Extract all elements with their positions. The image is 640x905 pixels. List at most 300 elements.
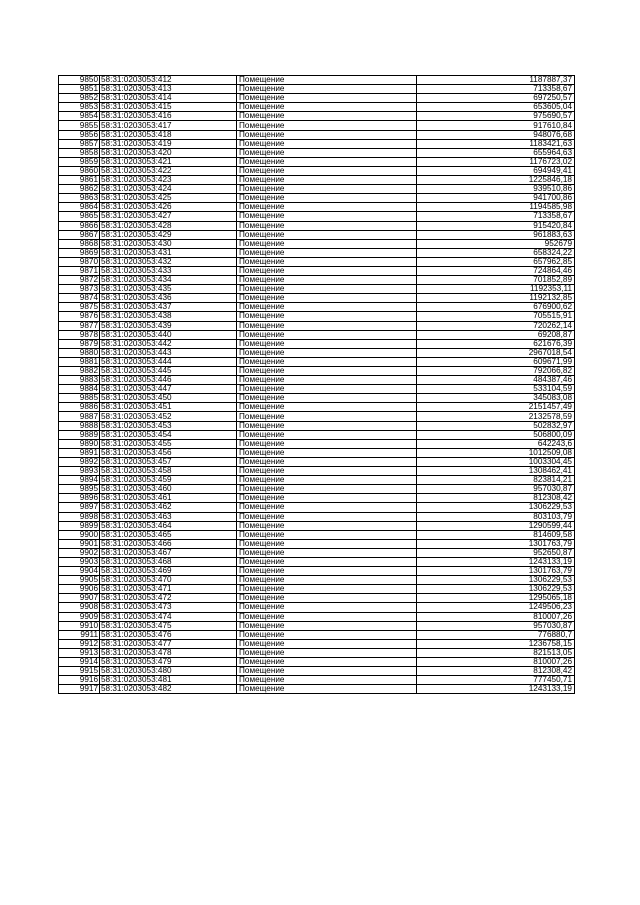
row-number-cell: 9850 [59,76,100,85]
cadastral-value-cell: 676900,62 [417,303,575,312]
object-type-cell: Помещение [237,594,417,603]
cadastral-value-cell: 814609,58 [417,530,575,539]
row-number-cell: 9868 [59,239,100,248]
object-type-cell: Помещение [237,576,417,585]
cadastral-number-cell: 58:31:0203053:445 [100,367,237,376]
object-type-cell: Помещение [237,412,417,421]
cadastral-value-cell: 705515,91 [417,312,575,321]
row-number-cell: 9899 [59,521,100,530]
cadastral-number-cell: 58:31:0203053:423 [100,176,237,185]
cadastral-number-cell: 58:31:0203053:456 [100,448,237,457]
cadastral-number-cell: 58:31:0203053:481 [100,676,237,685]
object-type-cell: Помещение [237,639,417,648]
cadastral-value-cell: 957030,87 [417,485,575,494]
cadastral-value-cell: 961883,63 [417,230,575,239]
cadastral-number-cell: 58:31:0203053:416 [100,112,237,121]
row-number-cell: 9860 [59,166,100,175]
table-row [59,548,575,557]
cadastral-value-cell: 1192353,11 [417,285,575,294]
row-number-cell: 9913 [59,648,100,657]
table-row [59,676,575,685]
object-type-cell: Помещение [237,467,417,476]
cadastral-value-cell: 1306229,53 [417,576,575,585]
cadastral-value-cell: 1243133,19 [417,685,575,694]
cadastral-value-cell: 655964,63 [417,148,575,157]
object-type-cell: Помещение [237,94,417,103]
cadastral-number-cell: 58:31:0203053:419 [100,139,237,148]
cadastral-value-cell: 812308,42 [417,494,575,503]
row-number-cell: 9890 [59,439,100,448]
object-type-cell: Помещение [237,539,417,548]
cadastral-number-cell: 58:31:0203053:412 [100,76,237,85]
cadastral-number-cell: 58:31:0203053:473 [100,603,237,612]
object-type-cell: Помещение [237,457,417,466]
cadastral-value-cell: 1183421,63 [417,139,575,148]
row-number-cell: 9873 [59,285,100,294]
table-row [59,367,575,376]
cadastral-number-cell: 58:31:0203053:467 [100,548,237,557]
cadastral-number-cell: 58:31:0203053:455 [100,439,237,448]
table-row [59,421,575,430]
object-type-cell: Помещение [237,421,417,430]
row-number-cell: 9864 [59,203,100,212]
table-row [59,448,575,457]
row-number-cell: 9853 [59,103,100,112]
row-number-cell: 9910 [59,621,100,630]
row-number-cell: 9895 [59,485,100,494]
table-row [59,121,575,130]
cadastral-value-cell: 713358,67 [417,85,575,94]
cadastral-number-cell: 58:31:0203053:450 [100,394,237,403]
table-row [59,603,575,612]
table-row [59,539,575,548]
object-type-cell: Помещение [237,230,417,239]
cadastral-value-cell: 1301763,79 [417,539,575,548]
cadastral-value-cell: 1192132,85 [417,294,575,303]
table-row [59,667,575,676]
cadastral-value-cell: 502832,97 [417,421,575,430]
row-number-cell: 9885 [59,394,100,403]
cadastral-number-cell: 58:31:0203053:417 [100,121,237,130]
cadastral-value-cell: 694949,41 [417,166,575,175]
table-row [59,157,575,166]
object-type-cell: Помещение [237,266,417,275]
cadastral-number-cell: 58:31:0203053:425 [100,194,237,203]
table-row [59,612,575,621]
cadastral-number-cell: 58:31:0203053:451 [100,403,237,412]
object-type-cell: Помещение [237,239,417,248]
object-type-cell: Помещение [237,658,417,667]
object-type-cell: Помещение [237,485,417,494]
cadastral-number-cell: 58:31:0203053:436 [100,294,237,303]
cadastral-value-cell: 642243,6 [417,439,575,448]
cadastral-value-cell: 720262,14 [417,321,575,330]
row-number-cell: 9851 [59,85,100,94]
object-type-cell: Помещение [237,367,417,376]
object-type-cell: Помещение [237,348,417,357]
table-row [59,339,575,348]
object-type-cell: Помещение [237,521,417,530]
object-type-cell: Помещение [237,148,417,157]
object-type-cell: Помещение [237,130,417,139]
table-row [59,221,575,230]
cadastral-number-cell: 58:31:0203053:477 [100,639,237,648]
cadastral-number-cell: 58:31:0203053:459 [100,476,237,485]
table-row [59,194,575,203]
table-row [59,530,575,539]
cadastral-number-cell: 58:31:0203053:440 [100,330,237,339]
cadastral-value-cell: 621676,39 [417,339,575,348]
cadastral-value-cell: 697250,57 [417,94,575,103]
cadastral-value-cell: 803103,79 [417,512,575,521]
table-row [59,567,575,576]
cadastral-value-cell: 948076,68 [417,130,575,139]
table-row [59,430,575,439]
cadastral-number-cell: 58:31:0203053:414 [100,94,237,103]
object-type-cell: Помещение [237,612,417,621]
cadastral-number-cell: 58:31:0203053:457 [100,457,237,466]
object-type-cell: Помещение [237,430,417,439]
row-number-cell: 9858 [59,148,100,157]
table-row [59,648,575,657]
table-row [59,294,575,303]
cadastral-value-cell: 823814,21 [417,476,575,485]
cadastral-number-cell: 58:31:0203053:476 [100,630,237,639]
row-number-cell: 9879 [59,339,100,348]
table-row [59,94,575,103]
cadastral-number-cell: 58:31:0203053:432 [100,257,237,266]
cadastral-value-cell: 484387,46 [417,376,575,385]
cadastral-value-cell: 724864,46 [417,266,575,275]
cadastral-number-cell: 58:31:0203053:482 [100,685,237,694]
table-row [59,285,575,294]
cadastral-number-cell: 58:31:0203053:418 [100,130,237,139]
row-number-cell: 9865 [59,212,100,221]
object-type-cell: Помещение [237,357,417,366]
row-number-cell: 9874 [59,294,100,303]
cadastral-number-cell: 58:31:0203053:438 [100,312,237,321]
object-type-cell: Помещение [237,476,417,485]
table-row [59,621,575,630]
row-number-cell: 9867 [59,230,100,239]
row-number-cell: 9915 [59,667,100,676]
cadastral-number-cell: 58:31:0203053:424 [100,185,237,194]
cadastral-number-cell: 58:31:0203053:458 [100,467,237,476]
table-row [59,85,575,94]
cadastral-value-cell: 812308,42 [417,667,575,676]
cadastral-number-cell: 58:31:0203053:453 [100,421,237,430]
cadastral-number-cell: 58:31:0203053:461 [100,494,237,503]
row-number-cell: 9862 [59,185,100,194]
table-row [59,494,575,503]
cadastral-number-cell: 58:31:0203053:434 [100,276,237,285]
cadastral-value-cell: 1308462,41 [417,467,575,476]
cadastral-value-cell: 658324,22 [417,248,575,257]
cadastral-value-cell: 713358,67 [417,212,575,221]
registry-table-body [59,76,575,694]
table-row [59,76,575,85]
cadastral-value-cell: 1187887,37 [417,76,575,85]
cadastral-number-cell: 58:31:0203053:454 [100,430,237,439]
cadastral-value-cell: 533104,59 [417,385,575,394]
row-number-cell: 9876 [59,312,100,321]
table-row [59,685,575,694]
object-type-cell: Помещение [237,139,417,148]
table-row [59,385,575,394]
object-type-cell: Помещение [237,394,417,403]
row-number-cell: 9891 [59,448,100,457]
object-type-cell: Помещение [237,603,417,612]
row-number-cell: 9870 [59,257,100,266]
table-row [59,303,575,312]
cadastral-number-cell: 58:31:0203053:428 [100,221,237,230]
table-row [59,630,575,639]
row-number-cell: 9869 [59,248,100,257]
object-type-cell: Помещение [237,621,417,630]
table-row [59,457,575,466]
table-row [59,312,575,321]
cadastral-number-cell: 58:31:0203053:413 [100,85,237,94]
table-row [59,412,575,421]
cadastral-number-cell: 58:31:0203053:470 [100,576,237,585]
cadastral-number-cell: 58:31:0203053:431 [100,248,237,257]
table-row [59,585,575,594]
object-type-cell: Помещение [237,166,417,175]
object-type-cell: Помещение [237,76,417,85]
object-type-cell: Помещение [237,257,417,266]
object-type-cell: Помещение [237,448,417,457]
cadastral-value-cell: 2132578,59 [417,412,575,421]
row-number-cell: 9912 [59,639,100,648]
row-number-cell: 9871 [59,266,100,275]
object-type-cell: Помещение [237,203,417,212]
cadastral-value-cell: 653605,04 [417,103,575,112]
registry-table [58,75,575,694]
object-type-cell: Помещение [237,667,417,676]
cadastral-value-cell: 975690,57 [417,112,575,121]
cadastral-value-cell: 917610,84 [417,121,575,130]
cadastral-value-cell: 1249506,23 [417,603,575,612]
object-type-cell: Помещение [237,330,417,339]
table-row [59,658,575,667]
row-number-cell: 9909 [59,612,100,621]
row-number-cell: 9904 [59,567,100,576]
cadastral-number-cell: 58:31:0203053:435 [100,285,237,294]
row-number-cell: 9887 [59,412,100,421]
row-number-cell: 9896 [59,494,100,503]
object-type-cell: Помещение [237,403,417,412]
cadastral-number-cell: 58:31:0203053:460 [100,485,237,494]
object-type-cell: Помещение [237,548,417,557]
table-row [59,148,575,157]
row-number-cell: 9914 [59,658,100,667]
cadastral-value-cell: 1194585,98 [417,203,575,212]
object-type-cell: Помещение [237,630,417,639]
object-type-cell: Помещение [237,176,417,185]
object-type-cell: Помещение [237,385,417,394]
cadastral-value-cell: 701852,89 [417,276,575,285]
object-type-cell: Помещение [237,494,417,503]
object-type-cell: Помещение [237,339,417,348]
table-row [59,330,575,339]
object-type-cell: Помещение [237,85,417,94]
object-type-cell: Помещение [237,157,417,166]
row-number-cell: 9906 [59,585,100,594]
row-number-cell: 9908 [59,603,100,612]
object-type-cell: Помещение [237,685,417,694]
cadastral-value-cell: 1176723,02 [417,157,575,166]
table-row [59,176,575,185]
table-row [59,248,575,257]
cadastral-number-cell: 58:31:0203053:469 [100,567,237,576]
cadastral-number-cell: 58:31:0203053:472 [100,594,237,603]
row-number-cell: 9898 [59,512,100,521]
cadastral-value-cell: 506800,09 [417,430,575,439]
table-row [59,257,575,266]
row-number-cell: 9878 [59,330,100,339]
cadastral-value-cell: 609671,99 [417,357,575,366]
cadastral-value-cell: 792066,82 [417,367,575,376]
cadastral-number-cell: 58:31:0203053:446 [100,376,237,385]
object-type-cell: Помещение [237,376,417,385]
row-number-cell: 9856 [59,130,100,139]
row-number-cell: 9875 [59,303,100,312]
cadastral-value-cell: 821513,05 [417,648,575,657]
table-row [59,503,575,512]
cadastral-value-cell: 1003304,45 [417,457,575,466]
row-number-cell: 9859 [59,157,100,166]
row-number-cell: 9889 [59,430,100,439]
row-number-cell: 9852 [59,94,100,103]
cadastral-number-cell: 58:31:0203053:466 [100,539,237,548]
cadastral-number-cell: 58:31:0203053:443 [100,348,237,357]
object-type-cell: Помещение [237,503,417,512]
object-type-cell: Помещение [237,194,417,203]
cadastral-number-cell: 58:31:0203053:480 [100,667,237,676]
object-type-cell: Помещение [237,103,417,112]
table-row [59,239,575,248]
cadastral-number-cell: 58:31:0203053:479 [100,658,237,667]
cadastral-number-cell: 58:31:0203053:421 [100,157,237,166]
cadastral-value-cell: 957030,87 [417,621,575,630]
cadastral-number-cell: 58:31:0203053:437 [100,303,237,312]
cadastral-value-cell: 69208,87 [417,330,575,339]
table-row [59,139,575,148]
object-type-cell: Помещение [237,585,417,594]
cadastral-value-cell: 1225846,18 [417,176,575,185]
row-number-cell: 9861 [59,176,100,185]
row-number-cell: 9882 [59,367,100,376]
table-row [59,639,575,648]
cadastral-value-cell: 1012509,08 [417,448,575,457]
row-number-cell: 9893 [59,467,100,476]
row-number-cell: 9902 [59,548,100,557]
cadastral-number-cell: 58:31:0203053:444 [100,357,237,366]
table-row [59,348,575,357]
object-type-cell: Помещение [237,112,417,121]
cadastral-value-cell: 345083,08 [417,394,575,403]
table-row [59,521,575,530]
row-number-cell: 9907 [59,594,100,603]
row-number-cell: 9877 [59,321,100,330]
table-row [59,576,575,585]
cadastral-number-cell: 58:31:0203053:452 [100,412,237,421]
cadastral-number-cell: 58:31:0203053:465 [100,530,237,539]
row-number-cell: 9916 [59,676,100,685]
cadastral-number-cell: 58:31:0203053:464 [100,521,237,530]
table-row [59,557,575,566]
object-type-cell: Помещение [237,294,417,303]
object-type-cell: Помещение [237,303,417,312]
table-row [59,230,575,239]
cadastral-value-cell: 952650,87 [417,548,575,557]
table-row [59,439,575,448]
object-type-cell: Помещение [237,221,417,230]
table-row [59,357,575,366]
cadastral-value-cell: 1301763,79 [417,567,575,576]
row-number-cell: 9911 [59,630,100,639]
row-number-cell: 9897 [59,503,100,512]
object-type-cell: Помещение [237,557,417,566]
row-number-cell: 9881 [59,357,100,366]
row-number-cell: 9917 [59,685,100,694]
cadastral-value-cell: 1306229,53 [417,503,575,512]
row-number-cell: 9866 [59,221,100,230]
cadastral-value-cell: 810007,26 [417,612,575,621]
row-number-cell: 9880 [59,348,100,357]
row-number-cell: 9900 [59,530,100,539]
cadastral-number-cell: 58:31:0203053:429 [100,230,237,239]
cadastral-value-cell: 941700,86 [417,194,575,203]
object-type-cell: Помещение [237,248,417,257]
cadastral-value-cell: 777450,71 [417,676,575,685]
row-number-cell: 9854 [59,112,100,121]
object-type-cell: Помещение [237,567,417,576]
cadastral-number-cell: 58:31:0203053:433 [100,266,237,275]
table-row [59,321,575,330]
cadastral-number-cell: 58:31:0203053:471 [100,585,237,594]
cadastral-value-cell: 915420,84 [417,221,575,230]
table-row [59,276,575,285]
cadastral-value-cell: 1306229,53 [417,585,575,594]
row-number-cell: 9883 [59,376,100,385]
cadastral-number-cell: 58:31:0203053:426 [100,203,237,212]
cadastral-number-cell: 58:31:0203053:475 [100,621,237,630]
object-type-cell: Помещение [237,439,417,448]
row-number-cell: 9884 [59,385,100,394]
cadastral-value-cell: 2967018,54 [417,348,575,357]
row-number-cell: 9863 [59,194,100,203]
row-number-cell: 9886 [59,403,100,412]
object-type-cell: Помещение [237,185,417,194]
table-row [59,485,575,494]
cadastral-value-cell: 1243133,19 [417,557,575,566]
row-number-cell: 9888 [59,421,100,430]
object-type-cell: Помещение [237,530,417,539]
cadastral-value-cell: 657962,85 [417,257,575,266]
row-number-cell: 9905 [59,576,100,585]
table-row [59,112,575,121]
object-type-cell: Помещение [237,312,417,321]
table-row [59,203,575,212]
cadastral-number-cell: 58:31:0203053:463 [100,512,237,521]
object-type-cell: Помещение [237,212,417,221]
cadastral-number-cell: 58:31:0203053:415 [100,103,237,112]
object-type-cell: Помещение [237,121,417,130]
cadastral-number-cell: 58:31:0203053:430 [100,239,237,248]
table-row [59,212,575,221]
table-row [59,103,575,112]
